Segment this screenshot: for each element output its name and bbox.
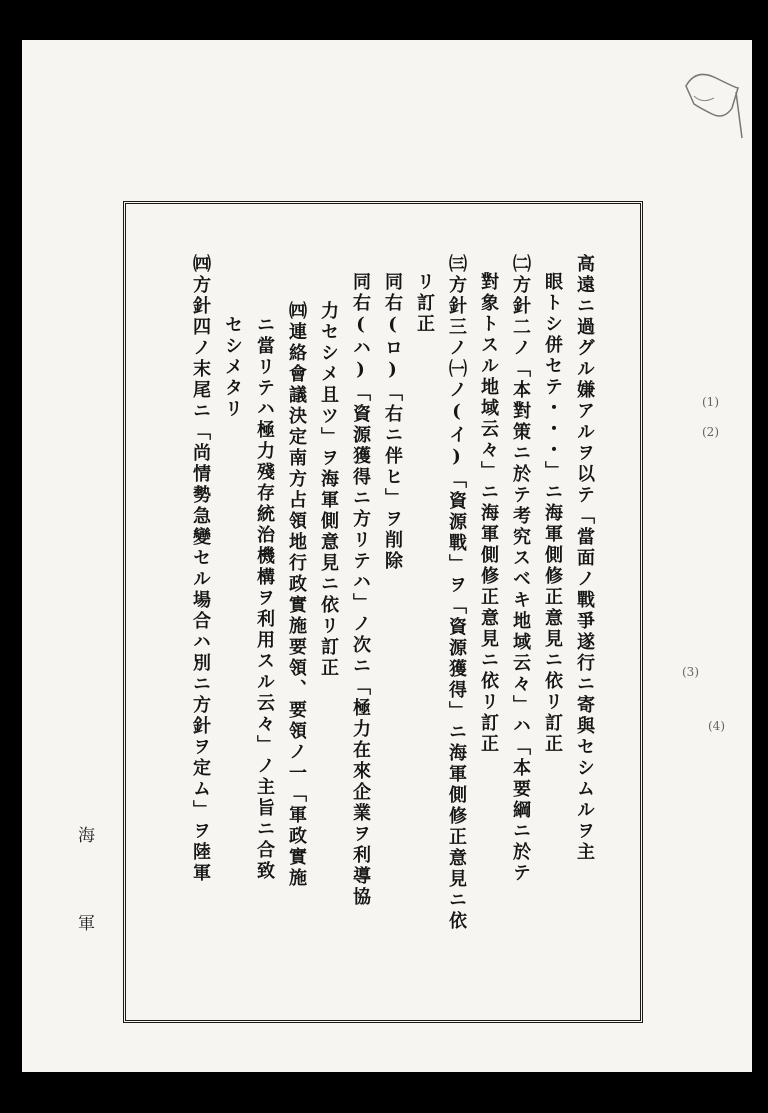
scanned-page [22, 40, 752, 1072]
text-line-4: 對象トスル地域云々」ニ海軍側修正意見ニ依リ訂正 [478, 272, 499, 755]
text-line-3: ㈡方針二ノ「本對策ニ於テ考究スベキ地域云々」ハ「本要綱ニ於テ [510, 254, 531, 884]
text-line-5: ㈢方針三ノ㈠ノ(イ)「資源戰」ヲ「資源獲得」ニ海軍側修正意見ニ依 [446, 254, 467, 932]
margin-mark-2: (2) [702, 425, 719, 439]
text-line-8: 同右(ハ)「資源獲得ニ方リテハ」ノ次ニ「極力在來企業ヲ利導協 [350, 272, 371, 908]
text-line-13: ㈣方針四ノ末尾ニ「尚情勢急變セル場合ハ別ニ方針ヲ定ム」ヲ陸軍 [190, 254, 211, 884]
margin-char-gun: 軍 [78, 914, 95, 934]
text-line-7: 同右(ロ)「右ニ伴ヒ」ヲ削除 [382, 272, 403, 572]
vertical-body-text [184, 254, 600, 974]
text-line-10: ㈣連絡會議決定南方占領地行政實施要領、要領ノ一「軍政實施 [286, 300, 307, 889]
text-line-12: セシメタリ [222, 315, 243, 421]
corner-stamp [676, 56, 746, 146]
margin-mark-1: (1) [702, 395, 719, 409]
document-frame [123, 201, 643, 1023]
text-line-9: 力セシメ且ツ」ヲ海軍側意見ニ依リ訂正 [318, 300, 339, 679]
margin-mark-4: (4) [708, 719, 725, 733]
text-line-2: 眼トシ併セテ・・・」ニ海軍側修正意見ニ依リ訂正 [542, 272, 563, 755]
margin-mark-3: (3) [682, 665, 699, 679]
text-line-1: 高遠ニ過グル嫌アルヲ以テ「當面ノ戰爭遂行ニ寄與セシムルヲ主 [574, 254, 595, 863]
text-line-6: リ訂正 [414, 272, 435, 335]
margin-char-kai: 海 [78, 826, 95, 846]
stamp-icon [676, 56, 746, 146]
text-line-11: ニ當リテハ極力殘存統治機構ヲ利用スル云々」ノ主旨ニ合致 [254, 315, 275, 883]
